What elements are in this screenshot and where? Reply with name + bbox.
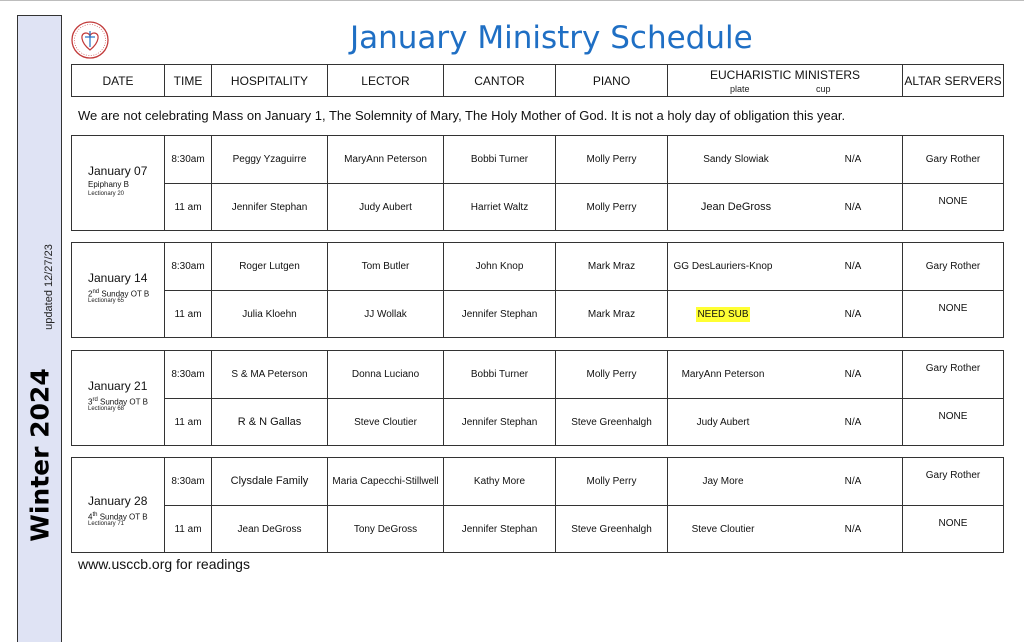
top-divider xyxy=(0,0,1024,1)
piano-cell: Molly Perry xyxy=(556,136,668,183)
lector-cell: Tony DeGross xyxy=(328,506,444,552)
cup-cell: N/A xyxy=(804,243,903,290)
header-eucharistic xyxy=(668,65,903,96)
updated-date: updated 12/27/23 xyxy=(43,244,55,330)
plate-cell: Sandy Slowiak xyxy=(703,154,769,165)
table-row xyxy=(165,183,1003,230)
plate-cell: Jay More xyxy=(702,476,744,487)
feast-ordinal-suffix: nd xyxy=(92,289,100,295)
feast-name: Sunday OT B xyxy=(97,397,148,407)
week-date: January 28 xyxy=(88,494,148,508)
header-date: DATE xyxy=(72,65,165,96)
piano-cell: Mark Mraz xyxy=(556,243,668,290)
table-row xyxy=(165,351,1003,398)
lector-cell: MaryAnn Peterson xyxy=(328,136,444,183)
table-row xyxy=(165,398,1003,445)
hospitality-cell: Clysdale Family xyxy=(212,458,328,505)
hospitality-cell: Jean DeGross xyxy=(212,506,328,552)
header-cantor: CANTOR xyxy=(444,65,556,96)
cantor-cell: Harriet Waltz xyxy=(444,184,556,230)
time-cell: 11 am xyxy=(165,291,212,337)
cantor-cell: Jennifer Stephan xyxy=(444,399,556,445)
week-lectionary: Lectionary 20 xyxy=(88,191,125,197)
header-eucharistic-label: EUCHARISTIC MINISTERS xyxy=(709,68,860,82)
plate-cell: Judy Aubert xyxy=(696,416,750,428)
cup-cell: N/A xyxy=(804,136,903,183)
week-block xyxy=(71,242,1004,338)
plate-cell xyxy=(668,291,778,337)
table-row xyxy=(165,243,1003,290)
cup-cell: N/A xyxy=(804,399,903,445)
table-row xyxy=(165,290,1003,337)
lector-cell: Maria Capecchi-Stillwell xyxy=(328,458,444,505)
table-row xyxy=(165,458,1003,505)
mass-notice: We are not celebrating Mass on January 1, The Solemnity of Mary, The Holy Mother of God. It is not a holy day of obligation this year. xyxy=(78,108,846,123)
week-date: January 14 xyxy=(88,271,148,285)
header-plate: plate xyxy=(730,84,750,94)
date-cell xyxy=(72,458,165,552)
cantor-cell: Bobbi Turner xyxy=(444,351,556,398)
altar-cell: NONE xyxy=(938,303,968,314)
piano-cell: Mark Mraz xyxy=(556,291,668,337)
feast-ordinal: 4 xyxy=(88,512,93,522)
date-cell xyxy=(72,136,165,230)
table-row xyxy=(165,136,1003,183)
plate-cell: GG DesLauriers-Knop xyxy=(673,261,773,272)
altar-cell: NONE xyxy=(938,411,968,422)
altar-cell: NONE xyxy=(938,196,968,207)
need-sub-highlight: NEED SUB xyxy=(697,308,749,320)
lector-cell: Donna Luciano xyxy=(328,351,444,398)
feast-name: Sunday OT B xyxy=(99,289,150,299)
time-cell: 11 am xyxy=(165,399,212,445)
header-time: TIME xyxy=(165,65,212,96)
piano-cell: Steve Greenhalgh xyxy=(556,506,668,552)
date-cell xyxy=(72,351,165,445)
time-cell: 11 am xyxy=(165,506,212,552)
time-cell: 8:30am xyxy=(165,243,212,290)
header-altar: ALTAR SERVERS xyxy=(904,73,1002,88)
week-feast: Epiphany B xyxy=(88,180,129,189)
cantor-cell: Bobbi Turner xyxy=(444,136,556,183)
week-block xyxy=(71,457,1004,553)
feast-name: Sunday OT B xyxy=(97,512,148,522)
lector-cell: Steve Cloutier xyxy=(328,399,444,445)
piano-cell: Steve Greenhalgh xyxy=(556,399,668,445)
page-title: January Ministry Schedule xyxy=(350,20,753,56)
feast-ordinal-suffix: th xyxy=(92,512,98,518)
hospitality-cell: R & N Gallas xyxy=(212,399,328,445)
hospitality-cell: Jennifer Stephan xyxy=(212,184,328,230)
season-label: Winter 2024 xyxy=(25,368,55,542)
altar-cell: Gary Rother xyxy=(925,261,981,272)
cup-cell: N/A xyxy=(804,291,903,337)
table-row xyxy=(165,505,1003,552)
time-cell: 11 am xyxy=(165,184,212,230)
altar-cell: Gary Rother xyxy=(925,470,981,481)
altar-cell: NONE xyxy=(938,518,968,529)
feast-ordinal-suffix: rd xyxy=(92,397,98,403)
week-block xyxy=(71,135,1004,231)
cantor-cell: John Knop xyxy=(444,243,556,290)
cup-cell: N/A xyxy=(804,184,903,230)
hospitality-cell: Julia Kloehn xyxy=(212,291,328,337)
header-hospitality: HOSPITALITY xyxy=(212,65,328,96)
time-cell: 8:30am xyxy=(165,458,212,505)
cup-cell: N/A xyxy=(804,506,903,552)
lector-cell: Judy Aubert xyxy=(328,184,444,230)
hospitality-cell: Peggy Yzaguirre xyxy=(212,136,328,183)
header-lector: LECTOR xyxy=(328,65,444,96)
cantor-cell: Jennifer Stephan xyxy=(444,291,556,337)
sidebar-band xyxy=(17,15,62,642)
plate-cell: Steve Cloutier xyxy=(691,523,755,535)
feast-ordinal: 2 xyxy=(88,289,93,299)
readings-link[interactable]: www.usccb.org for readings xyxy=(78,556,250,572)
hospitality-cell: S & MA Peterson xyxy=(212,351,328,398)
week-date: January 21 xyxy=(88,379,148,393)
parish-heart-logo-icon xyxy=(70,20,110,60)
header-piano: PIANO xyxy=(556,65,668,96)
cantor-cell: Jennifer Stephan xyxy=(444,506,556,552)
cup-cell: N/A xyxy=(804,351,903,398)
header-cup: cup xyxy=(816,84,831,94)
lector-cell: Tom Butler xyxy=(328,243,444,290)
altar-cell: Gary Rother xyxy=(925,363,981,374)
week-date: January 07 xyxy=(88,164,148,178)
plate-cell: Jean DeGross xyxy=(700,200,772,213)
cup-cell: N/A xyxy=(804,458,903,505)
piano-cell: Molly Perry xyxy=(556,184,668,230)
week-lectionary: Lectionary 68 xyxy=(88,406,125,412)
week-lectionary: Lectionary 65 xyxy=(88,298,125,304)
lector-cell: JJ Wollak xyxy=(328,291,444,337)
piano-cell: Molly Perry xyxy=(556,458,668,505)
week-block xyxy=(71,350,1004,446)
altar-cell: Gary Rother xyxy=(925,154,981,165)
hospitality-cell: Roger Lutgen xyxy=(212,243,328,290)
cantor-cell: Kathy More xyxy=(444,458,556,505)
time-cell: 8:30am xyxy=(165,351,212,398)
week-lectionary: Lectionary 71 xyxy=(88,521,125,527)
feast-ordinal: 3 xyxy=(88,397,93,407)
piano-cell: Molly Perry xyxy=(556,351,668,398)
plate-cell: MaryAnn Peterson xyxy=(681,369,765,380)
date-cell xyxy=(72,243,165,337)
table-header xyxy=(71,64,1004,97)
time-cell: 8:30am xyxy=(165,136,212,183)
